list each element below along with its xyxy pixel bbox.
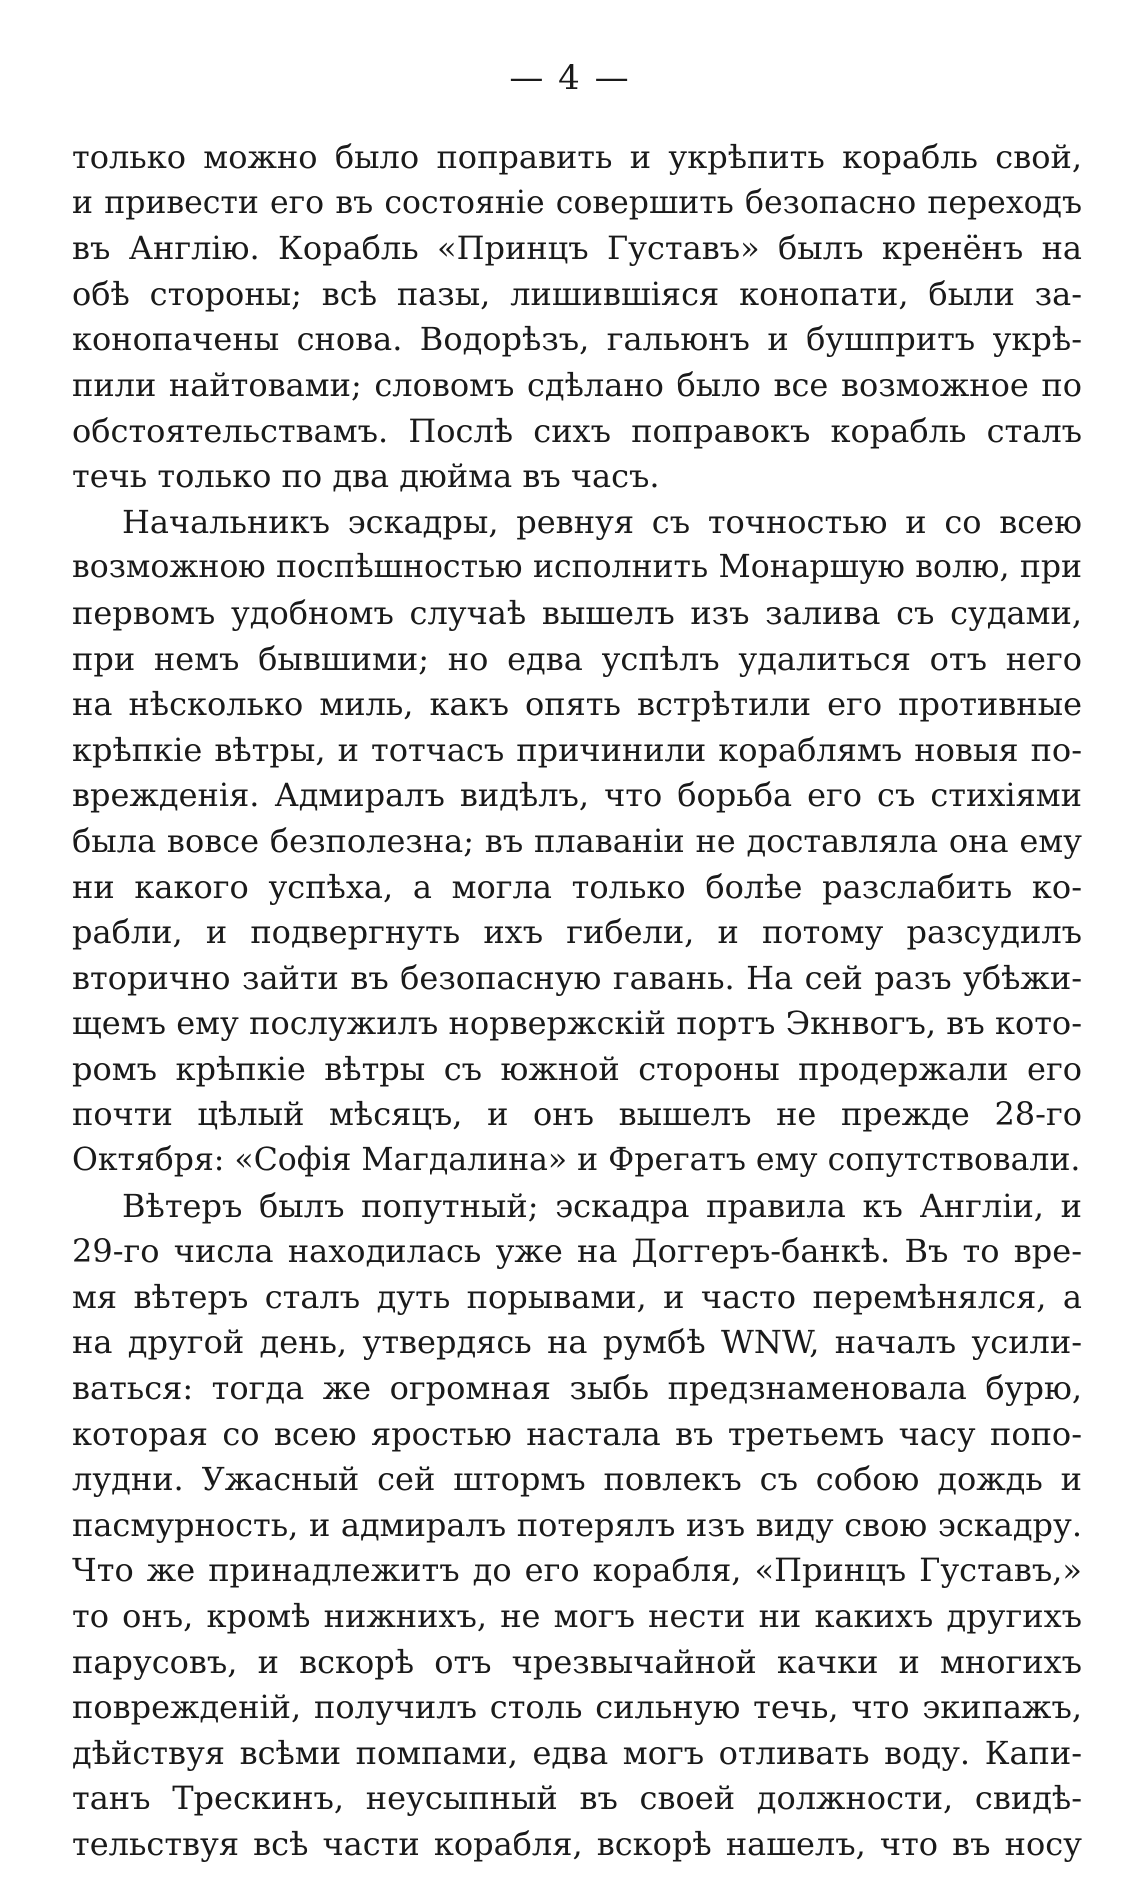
text-line: на другой день, утвердясь на румбѣ WNW, началъ усили- — [72, 1323, 1082, 1362]
text-line: почти цѣлый мѣсяцъ, и онъ вышелъ не прежде 28-го — [72, 1095, 1082, 1134]
text-line: Начальникъ эскадры, ревнуя съ точностью и со всею — [122, 502, 1082, 541]
text-line: пасмурность, и адмиралъ потерялъ изъ виду свою эскадру. — [72, 1505, 1082, 1544]
text-line: крѣпкіе вѣтры, и тотчасъ причинили кораблямъ новыя по- — [72, 730, 1082, 769]
text-line: при немъ бывшими; но едва успѣлъ удалиться отъ него — [72, 639, 1082, 678]
text-line: тельствуя всѣ части корабля, вскорѣ нашелъ, что въ носу — [72, 1824, 1082, 1863]
text-line: Октября: «Софія Магдалина» и Фрегатъ ему сопутствовали. — [72, 1142, 1081, 1179]
text-line: парусовъ, и вскорѣ отъ чрезвычайной качки и многихъ — [72, 1642, 1082, 1681]
text-line: въ Англію. Корабль «Принцъ Густавъ» былъ кренёнъ на — [72, 229, 1082, 268]
text-line: ни какого успѣха, а могла только болѣе разслабить ко- — [72, 867, 1082, 906]
text-line: ваться: тогда же огромная зыбь предзнаменовала бурю, — [72, 1369, 1082, 1408]
text-line: щемъ ему послужилъ норвержскій портъ Экнвогъ, въ кото- — [72, 1004, 1082, 1043]
body-text — [72, 135, 1082, 1868]
text-line: на нѣсколько миль, какъ опять встрѣтили его противные — [72, 685, 1082, 724]
text-line: мя вѣтеръ сталъ дуть порывами, и часто перемѣнялся, а — [72, 1277, 1082, 1316]
text-line: пили найтовами; словомъ сдѣлано было все возможное по — [72, 365, 1082, 404]
text-line: возможною поспѣшностью исполнить Монаршую волю, при — [72, 549, 1082, 586]
text-line: рабли, и подвергнуть ихъ гибели, и потому разсудилъ — [72, 913, 1082, 952]
text-line: ромъ крѣпкіе вѣтры съ южной стороны продержали его — [72, 1049, 1082, 1088]
text-line: первомъ удобномъ случаѣ вышелъ изъ залива съ судами, — [72, 593, 1082, 632]
text-line: и привести его въ состояніе совершить безопасно переходъ — [72, 184, 1082, 221]
text-line: танъ Трескинъ, неусыпный въ своей должности, свидѣ- — [72, 1779, 1082, 1818]
text-line: только можно было поправить и укрѣпить корабль свой, — [72, 138, 1082, 176]
text-line: 29-го числа находилась уже на Доггеръ-банкѣ. Въ то вре- — [72, 1232, 1082, 1271]
text-line: обстоятельствамъ. Послѣ сихъ поправокъ корабль сталъ — [72, 411, 1082, 450]
text-line: дѣйствуя всѣми помпами, едва могъ отливать воду. Капи- — [72, 1733, 1082, 1772]
text-line: поврежденій, получилъ столь сильную течь, что экипажъ, — [72, 1688, 1082, 1727]
text-line: Что же принадлежитъ до его корабля, «Принцъ Густавъ,» — [72, 1551, 1082, 1590]
text-line: вторично зайти въ безопасную гавань. На сей разъ убѣжи- — [72, 958, 1082, 997]
text-line: врежденія. Адмиралъ видѣлъ, что борьба его съ стихіями — [72, 776, 1082, 815]
page-number: — 4 — — [509, 58, 631, 98]
text-line: то онъ, кромѣ нижнихъ, не могъ нести ни какихъ другихъ — [72, 1597, 1082, 1635]
text-line: обѣ стороны; всѣ пазы, лишившіяся конопати, были за- — [72, 274, 1082, 313]
text-line: которая со всею яростью настала въ третьемъ часу попо- — [72, 1414, 1082, 1453]
text-line: конопачены снова. Водорѣзъ, гальюнъ и бушпритъ укрѣ- — [72, 320, 1082, 359]
text-line: течь только по два дюйма въ часъ. — [72, 457, 660, 496]
text-line: Вѣтеръ былъ попутный; эскадра правила къ Англіи, и — [122, 1186, 1082, 1225]
text-line: лудни. Ужасный сей штормъ повлекъ съ собою дождь и — [72, 1460, 1082, 1499]
text-line: была вовсе безполезна; въ плаваніи не доставляла она ему — [72, 821, 1082, 860]
